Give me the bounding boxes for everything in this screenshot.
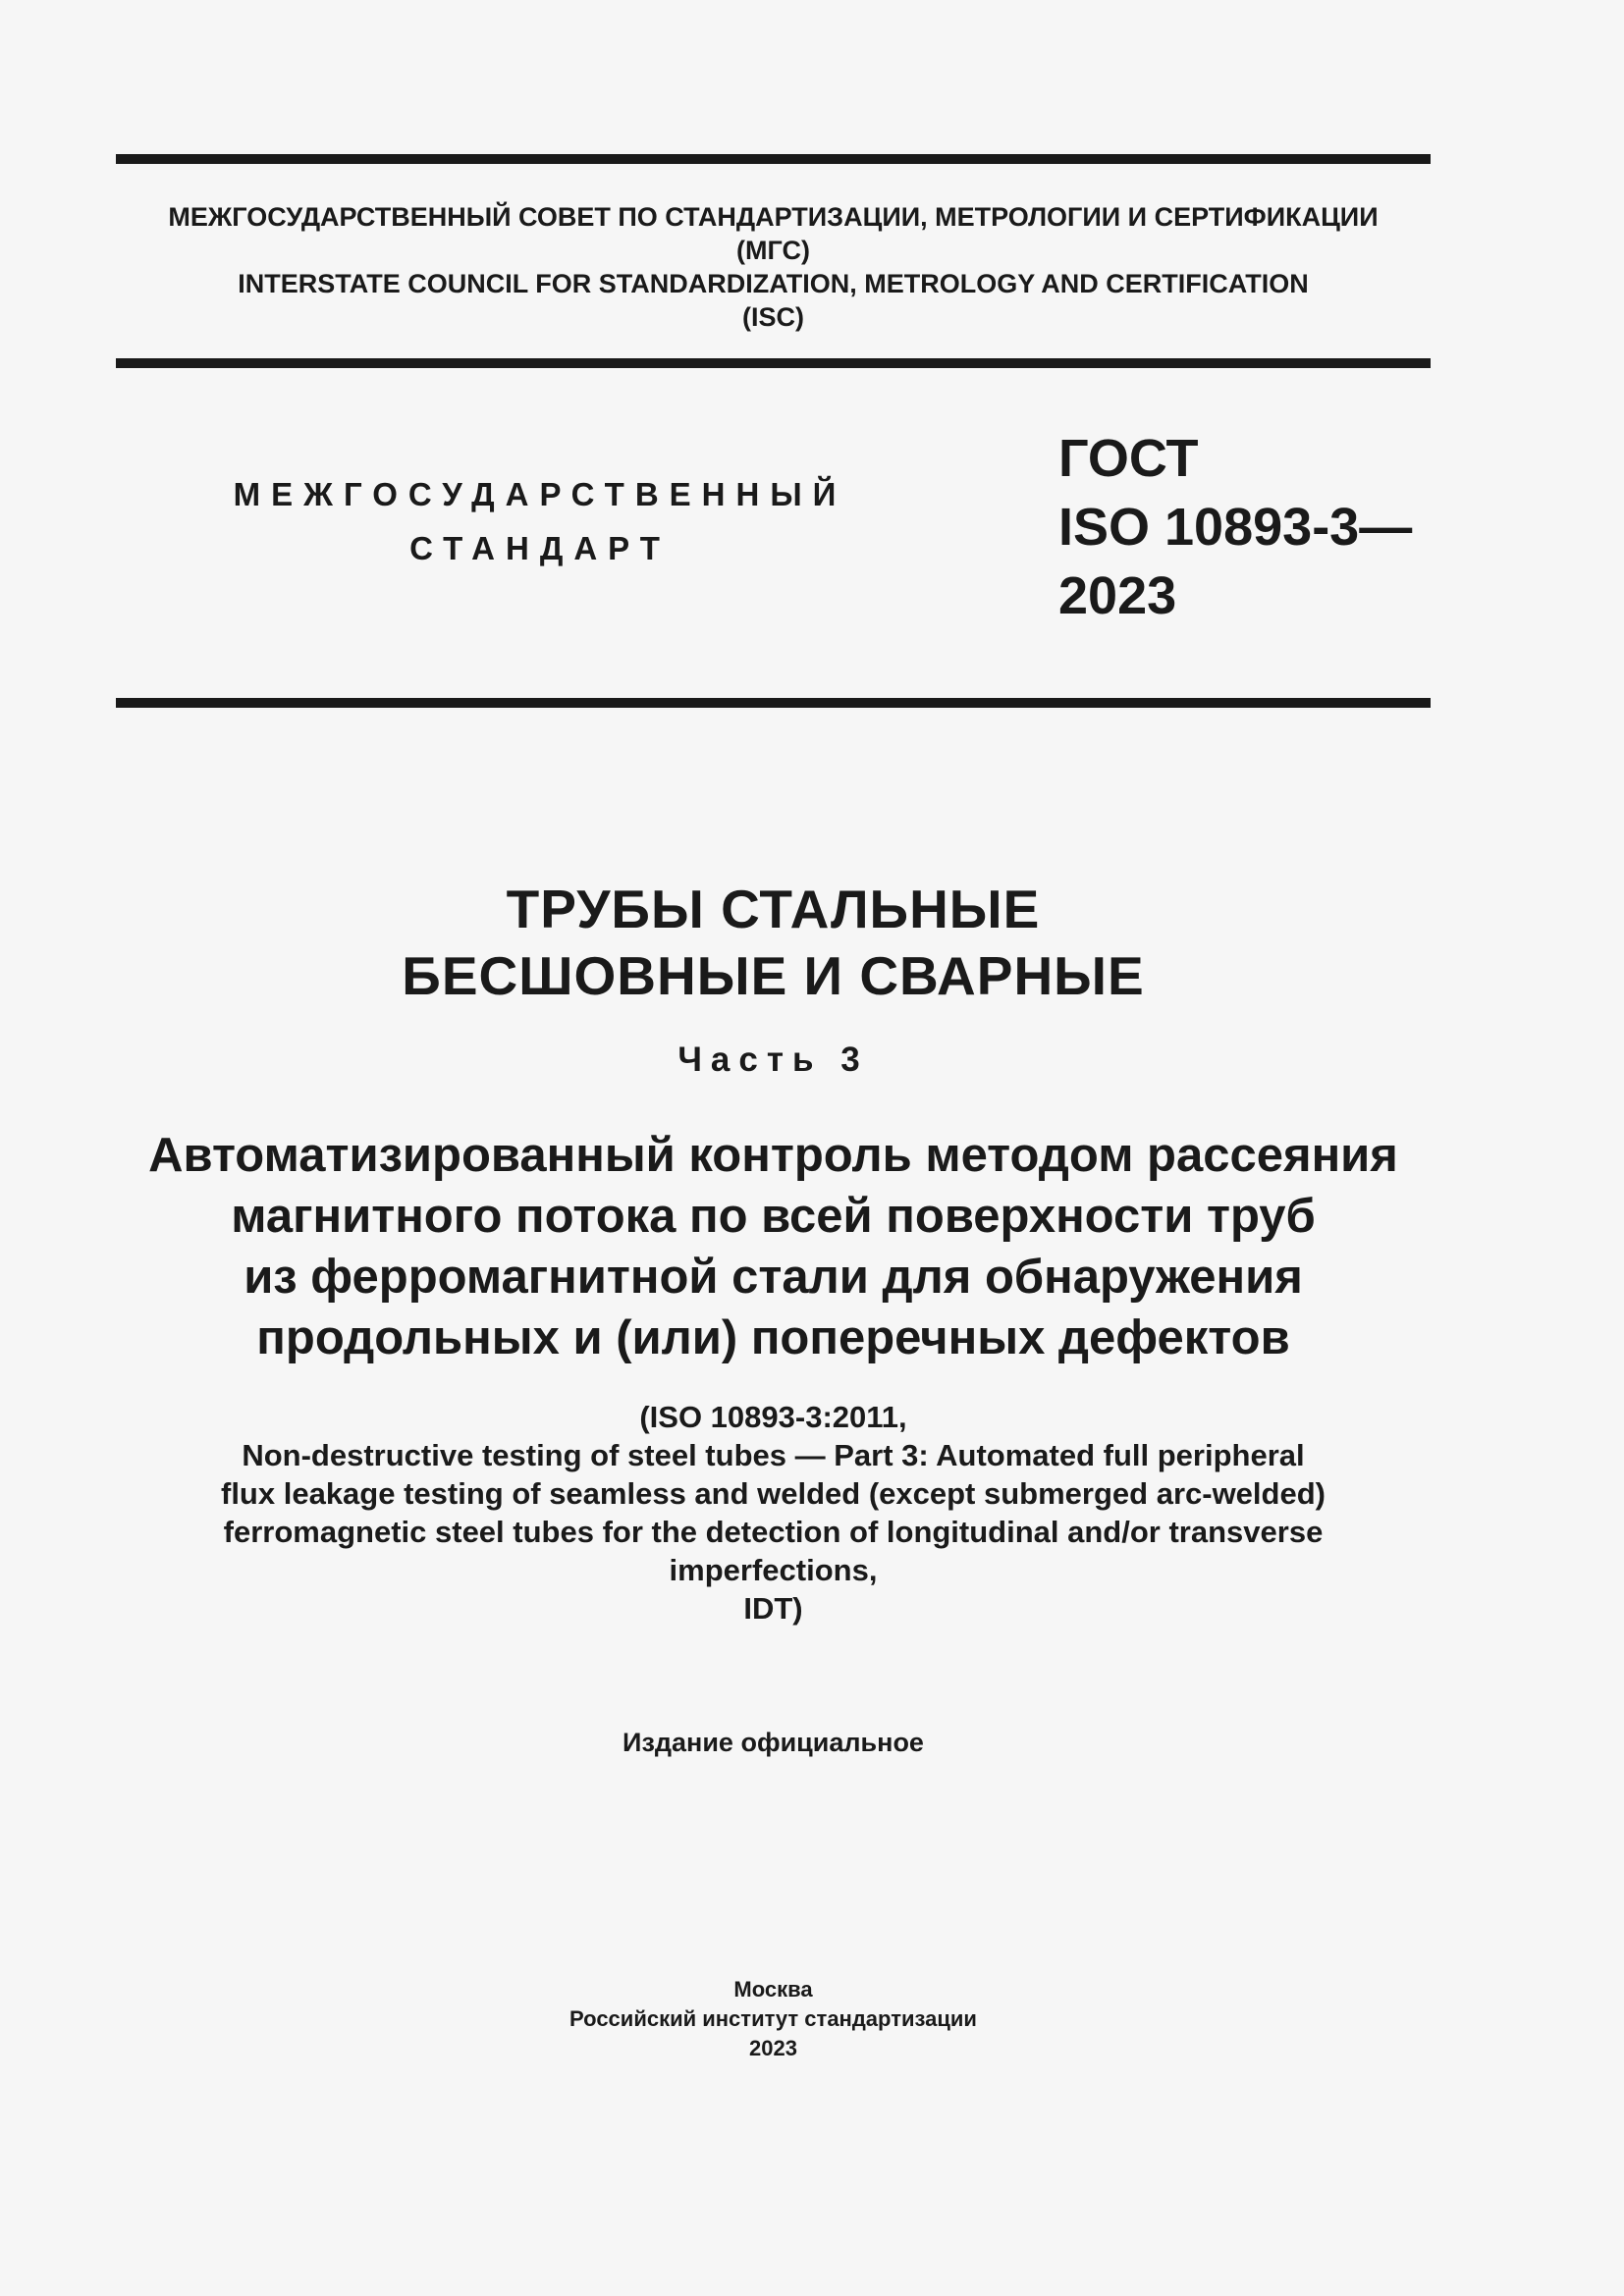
iso-ref-line2: Non-destructive testing of steel tubes — Part 3: Automated full peripheral (242, 1438, 1305, 1472)
council-header (116, 200, 1431, 334)
standard-type-label (196, 467, 884, 575)
standard-label-line2: СТАНДАРТ (409, 530, 671, 566)
imprint-publisher: Российский институт стандартизации (569, 2006, 977, 2031)
imprint-city: Москва (733, 1977, 813, 2002)
document-subtitle (116, 1125, 1431, 1368)
iso-ref-line4: ferromagnetic steel tubes for the detection of longitudinal and/or transverse (223, 1515, 1324, 1549)
council-bottom-rule (116, 358, 1431, 368)
council-name-en: INTERSTATE COUNCIL FOR STANDARDIZATION, METROLOGY AND CERTIFICATION (238, 269, 1309, 298)
document-title (116, 876, 1431, 1009)
subtitle-line4: продольных и (или) поперечных дефектов (256, 1311, 1290, 1364)
imprint-year: 2023 (749, 2036, 797, 2060)
part-number: Часть 3 (677, 1041, 869, 1079)
iso-ref-line5: imperfections, (669, 1553, 878, 1587)
council-name-ru: МЕЖГОСУДАРСТВЕННЫЙ СОВЕТ ПО СТАНДАРТИЗАЦИИ, МЕТРОЛОГИИ И СЕРТИФИКАЦИИ (168, 202, 1379, 232)
standard-designation (1058, 424, 1412, 630)
header-bottom-rule (116, 698, 1431, 708)
top-rule (116, 154, 1431, 164)
title-line1: ТРУБЫ СТАЛЬНЫЕ (506, 879, 1041, 939)
title-line2: БЕСШОВНЫЕ И СВАРНЫЕ (402, 945, 1145, 1006)
designation-line3: 2023 (1058, 566, 1177, 625)
designation-line1: ГОСТ (1058, 429, 1199, 488)
council-abbr-ru: (МГС) (736, 236, 810, 265)
designation-line2: ISO 10893-3— (1058, 498, 1413, 557)
iso-ref-line6: IDT) (743, 1591, 803, 1626)
council-abbr-en: (ISC) (742, 302, 804, 332)
publisher-imprint (116, 1975, 1431, 2063)
subtitle-line3: из ферромагнитной стали для обнаружения (244, 1251, 1303, 1304)
subtitle-line2: магнитного потока по всей поверхности труб (231, 1190, 1316, 1243)
standard-label-line1: МЕЖГОСУДАРСТВЕННЫЙ (233, 476, 847, 512)
edition-note: Издание официальное (623, 1728, 924, 1757)
subtitle-line1: Автоматизированный контроль методом рассеяния (148, 1129, 1398, 1182)
iso-reference (116, 1398, 1431, 1628)
iso-ref-line1: (ISO 10893-3:2011, (639, 1400, 907, 1434)
iso-ref-line3: flux leakage testing of seamless and welded (except submerged arc-welded) (221, 1476, 1326, 1511)
